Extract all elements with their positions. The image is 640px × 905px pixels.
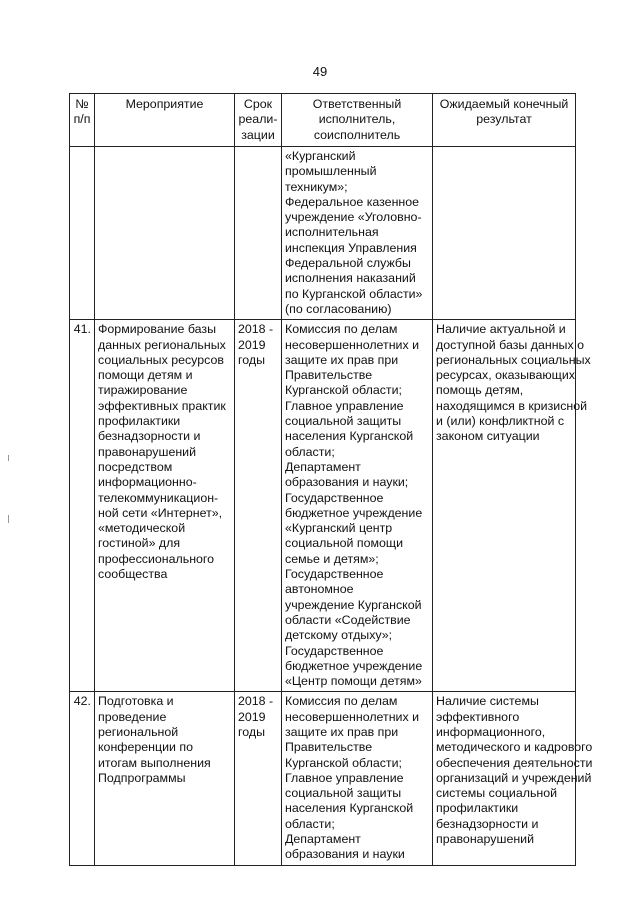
text-line: телекоммуникацион- (98, 490, 219, 505)
text-line: области «Содействие (285, 612, 411, 627)
header-term (235, 94, 282, 147)
table-row (70, 320, 576, 692)
text-line: региональных социальных (436, 352, 591, 367)
text-line: безнадзорности и (436, 816, 539, 831)
text-line: результат (476, 112, 532, 127)
header-responsible (282, 94, 433, 147)
term-cell (235, 320, 282, 692)
text-line: правонарушений (98, 444, 197, 459)
text-line: бюджетное учреждение (285, 505, 423, 520)
text-line: «Курганский (285, 149, 356, 163)
margin-mark (8, 515, 9, 523)
text-line: данных региональных (98, 337, 226, 352)
event-cell (95, 147, 235, 320)
text-line: несовершеннолетних и (285, 337, 420, 352)
text-line: Комиссия по делам (285, 322, 398, 337)
event-cell (95, 692, 235, 865)
text-line: Правительстве (285, 368, 373, 383)
text-line: региональной (98, 724, 179, 739)
text-line: помощь детям, (436, 383, 524, 398)
text-line: Департамент (285, 459, 361, 474)
text-line: «Центр помощи детям» (285, 674, 422, 689)
margin-mark (8, 455, 9, 461)
text-line: соисполнитель (313, 127, 401, 142)
text-line: Правительстве (285, 740, 373, 755)
text-line: тиражирование (98, 383, 188, 398)
text-line: защите их прав при (285, 724, 399, 739)
text-line: п/п (73, 112, 91, 127)
text-line: годы (238, 352, 266, 367)
text-line: конференции по (98, 740, 193, 755)
text-line: проведение (98, 709, 167, 724)
header-result (433, 94, 576, 147)
table-header-row (70, 94, 576, 147)
result-cell (433, 692, 593, 865)
text-line: правонарушений (436, 832, 535, 847)
responsible-cell (282, 692, 433, 865)
text-line: области; (285, 444, 335, 459)
event-cell (95, 320, 235, 692)
text-line: учреждение «Уголовно- (285, 210, 422, 225)
text-line: № (75, 97, 89, 111)
table-row (70, 692, 576, 865)
text-line: профилактики (436, 801, 519, 816)
result-cell (433, 320, 591, 692)
text-line: Департамент (285, 832, 361, 847)
text-line: находящимся в кризисной (436, 398, 588, 413)
responsible-cell (282, 147, 433, 320)
text-line: Ожидаемый конечный (439, 97, 569, 111)
measures-table (69, 93, 593, 866)
text-line: Государственное (285, 567, 384, 582)
text-line: учреждение Курганской (285, 597, 422, 612)
text-line: гостиной» для (98, 536, 181, 551)
text-line: Курганской области; (285, 755, 402, 770)
text-line: профессионального (98, 551, 215, 566)
text-line: Государственное (285, 490, 384, 505)
text-line: «Курганский центр (285, 521, 393, 536)
term-cell (235, 147, 282, 320)
text-line: обеспечения деятельности (436, 755, 593, 770)
text-line: профилактики (98, 414, 181, 429)
text-line: 2018 - (238, 694, 274, 709)
text-line: доступной базы данных о (436, 337, 584, 352)
text-line: (по согласованию) (285, 301, 392, 316)
text-line: Комиссия по делам (285, 694, 398, 709)
page-number: 49 (312, 64, 328, 79)
text-line: зации (241, 127, 275, 142)
row-number (70, 147, 95, 320)
text-line: методического и кадрового (436, 740, 593, 755)
text-line: 2019 (238, 709, 266, 724)
text-line: семье и детям»; (285, 551, 379, 566)
text-line: защите их прав при (285, 352, 399, 367)
text-line: социальной защиты (285, 786, 402, 801)
text-line: «методической (98, 521, 186, 536)
text-line: инспекция Управления (285, 240, 417, 255)
header-event (95, 94, 235, 147)
text-line: посредством (98, 459, 173, 474)
text-line: социальной помощи (285, 536, 404, 551)
text-line: организаций и учреждений (436, 770, 592, 785)
row-number: 42. (70, 692, 95, 865)
text-line: 2018 - (238, 322, 274, 337)
result-cell (433, 147, 576, 320)
text-line: законом ситуации (436, 429, 540, 444)
text-line: населения Курганской (285, 801, 414, 816)
text-line: Курганской области; (285, 383, 402, 398)
text-line: эффективного (436, 709, 520, 724)
text-line: информационно- (98, 475, 197, 490)
text-line: техникум»; (285, 179, 348, 194)
text-line: сообщества (98, 567, 168, 582)
text-line: образования и науки (285, 847, 405, 862)
text-line: Формирование базы (98, 322, 217, 337)
text-line: безнадзорности и (98, 429, 201, 444)
text-line: исполнения наказаний (285, 271, 416, 286)
text-line: ресурсах, оказывающих (436, 368, 575, 383)
text-line: информационного, (436, 724, 546, 739)
text-line: Мероприятие (125, 97, 204, 111)
term-cell (235, 692, 282, 865)
text-line: области; (285, 816, 335, 831)
text-line: Подпрограммы (98, 770, 186, 785)
text-line: Главное управление (285, 398, 404, 413)
header-num (70, 94, 95, 147)
text-line: исполнительная (285, 225, 379, 240)
text-line: помощи детям и (98, 368, 193, 383)
text-line: бюджетное учреждение (285, 658, 423, 673)
text-line: ной сети «Интернет», (98, 505, 223, 520)
row-number: 41. (70, 320, 95, 692)
text-line: детскому отдыху»; (285, 628, 393, 643)
text-line: образования и науки; (285, 475, 409, 490)
text-line: населения Курганской (285, 429, 414, 444)
text-line: по Курганской области» (285, 286, 423, 301)
text-line: Федеральное казенное (285, 194, 420, 209)
text-line: Ответственный (312, 97, 402, 111)
text-line: и (или) конфликтной с (436, 414, 565, 429)
text-line: исполнитель, (318, 112, 396, 127)
text-line: годы (238, 724, 266, 739)
text-line: промышленный (285, 164, 377, 179)
text-line: итогам выполнения (98, 755, 211, 770)
text-line: системы социальной (436, 786, 558, 801)
text-line: Срок (243, 97, 273, 111)
text-line: Наличие системы (436, 694, 539, 709)
text-line: Федеральной службы (285, 256, 411, 271)
responsible-cell (282, 320, 433, 692)
text-line: Наличие актуальной и (436, 322, 566, 337)
text-line: эффективных практик (98, 398, 226, 413)
text-line: 2019 (238, 337, 266, 352)
text-line: социальной защиты (285, 414, 402, 429)
text-line: Государственное (285, 643, 384, 658)
table-row (70, 147, 576, 320)
text-line: Подготовка и (98, 694, 174, 709)
text-line: социальных ресурсов (98, 352, 224, 367)
text-line: реали- (238, 112, 278, 127)
text-line: автономное (285, 582, 354, 597)
text-line: несовершеннолетних и (285, 709, 420, 724)
text-line: Главное управление (285, 770, 404, 785)
